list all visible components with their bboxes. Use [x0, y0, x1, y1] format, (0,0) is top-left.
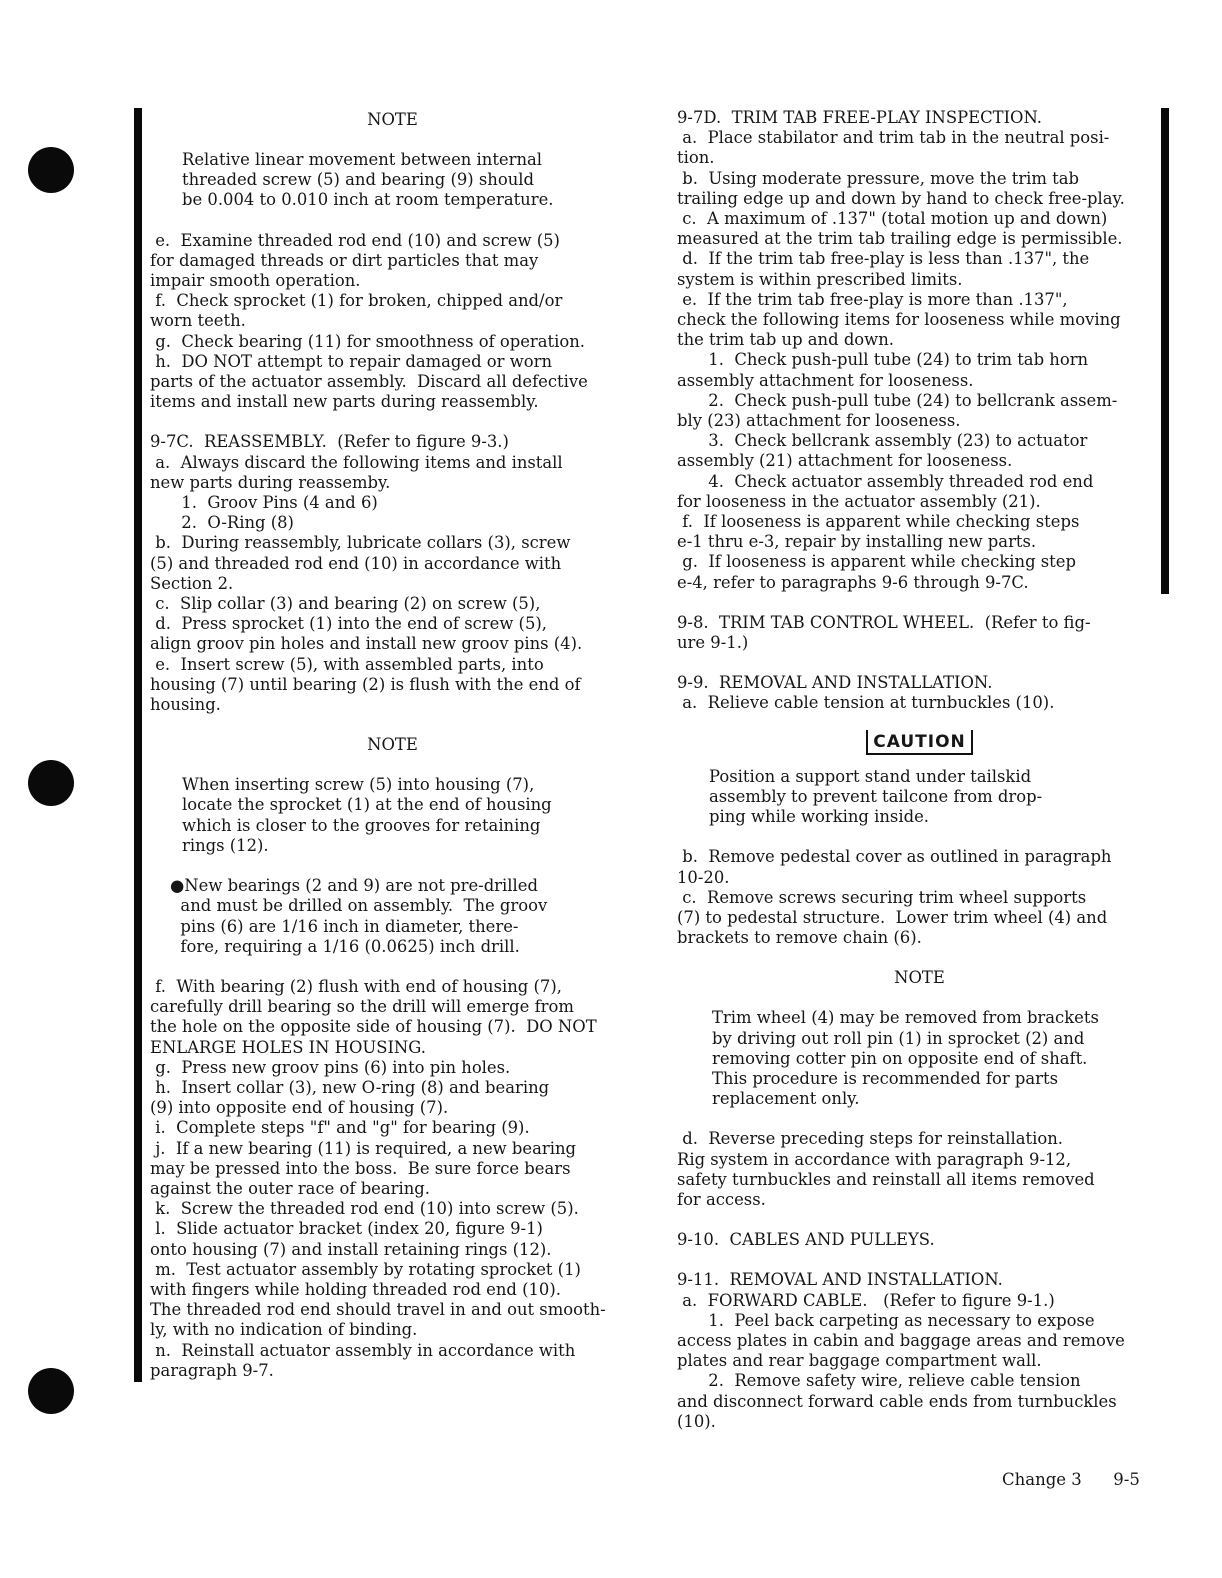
text-line: e-4, refer to paragraphs 9-6 through 9-7C. [677, 572, 1029, 592]
section-heading: 9-7D. TRIM TAB FREE-PLAY INSPECTION. [677, 108, 1042, 127]
free-play-inspection-section [677, 108, 1162, 593]
text-line: and disconnect forward cable ends from turnbuckles [677, 1391, 1117, 1411]
text-line: Section 2. [150, 573, 234, 593]
text-line: the hole on the opposite side of housing (7). DO NOT [150, 1017, 597, 1037]
text-line: 2. Check push-pull tube (24) to bellcrank assem- [677, 390, 1118, 410]
note-line: When inserting screw (5) into housing (7), [182, 775, 535, 795]
change-label: Change 3 [1002, 1470, 1082, 1489]
note-line: ●New bearings (2 and 9) are not pre-drilled [170, 876, 538, 896]
text-line: a. FORWARD CABLE. (Refer to figure 9-1.) [677, 1290, 1055, 1310]
text-line: ENLARGE HOLES IN HOUSING. [150, 1037, 426, 1057]
text-line: (5) and threaded rod end (10) in accordance with [150, 553, 562, 573]
text-line: j. If a new bearing (11) is required, a new bearing [150, 1138, 577, 1158]
text-line: g. Check bearing (11) for smoothness of operation. [150, 331, 585, 351]
note-heading: NOTE [367, 110, 418, 129]
text-line: ly, with no indication of binding. [150, 1320, 418, 1340]
text-line: h. DO NOT attempt to repair damaged or worn [150, 351, 553, 371]
text-line: assembly (21) attachment for looseness. [677, 451, 1013, 471]
section-heading: 9-10. CABLES AND PULLEYS. [677, 1230, 935, 1250]
text-line: for access. [677, 1189, 766, 1209]
text-line: system is within prescribed limits. [677, 269, 963, 289]
text-line: 3. Check bellcrank assembly (23) to actuator [677, 431, 1088, 451]
text-line: may be pressed into the boss. Be sure force bears [150, 1158, 571, 1178]
text-line: trailing edge up and down by hand to check free-play. [677, 188, 1125, 208]
text-line: measured at the trim tab trailing edge is permissible. [677, 229, 1123, 249]
text-line: against the outer race of bearing. [150, 1178, 430, 1198]
text-line: m. Test actuator assembly by rotating sprocket (1) [150, 1259, 581, 1279]
text-line: 1. Peel back carpeting as necessary to expose [677, 1310, 1095, 1330]
text-line: with fingers while holding threaded rod end (10). [150, 1279, 561, 1299]
text-line: d. If the trim tab free-play is less than .137", the [677, 249, 1090, 269]
removal-steps-b-c [677, 847, 1162, 948]
binder-hole-bottom [28, 1368, 74, 1414]
text-line: f. If looseness is apparent while checking steps [677, 512, 1080, 532]
page-number: 9-5 [1113, 1470, 1140, 1489]
note-line: by driving out roll pin (1) in sprocket (2) and [712, 1028, 1085, 1048]
text-line: b. Using moderate pressure, move the trim tab [677, 168, 1080, 188]
text-line: housing. [150, 695, 221, 715]
note-line: which is closer to the grooves for retaining [182, 815, 541, 835]
reassembly-section [150, 432, 635, 715]
note-body [150, 150, 635, 211]
note-body [677, 1008, 1162, 1109]
text-line: check the following items for looseness while moving [677, 310, 1121, 330]
caution-body [677, 767, 1162, 828]
note-line: Trim wheel (4) may be removed from brackets [712, 1008, 1099, 1028]
note-line: rings (12). [182, 835, 269, 855]
caution-line: ping while working inside. [709, 807, 929, 827]
note-line: fore, requiring a 1/16 (0.0625) inch drill. [170, 936, 520, 956]
text-line: 1. Groov Pins (4 and 6) [150, 493, 378, 513]
text-line: 1. Check push-pull tube (24) to trim tab horn [677, 350, 1089, 370]
text-line: d. Press sprocket (1) into the end of screw (5), [150, 614, 547, 634]
caution-line: Position a support stand under tailskid [709, 766, 1032, 786]
text-line: i. Complete steps "f" and "g" for bearing (9). [150, 1118, 530, 1138]
reassembly-steps-f-n [150, 977, 635, 1381]
note-bullet [150, 876, 635, 957]
text-line: tion. [677, 148, 715, 168]
caution-line: assembly to prevent tailcone from drop- [709, 786, 1043, 806]
section-heading: 9-7C. REASSEMBLY. (Refer to figure 9-3.) [150, 432, 509, 452]
note-body [150, 775, 635, 856]
text-line: e-1 thru e-3, repair by installing new parts. [677, 532, 1037, 552]
note-heading: NOTE [367, 735, 418, 755]
page-footer [1002, 1470, 1140, 1489]
text-line: 4. Check actuator assembly threaded rod end [677, 471, 1094, 491]
text-line: c. Slip collar (3) and bearing (2) on screw (5), [150, 594, 541, 614]
text-line: Rig system in accordance with paragraph 9-12, [677, 1149, 1072, 1169]
text-line: 2. Remove safety wire, relieve cable tension [677, 1371, 1081, 1391]
text-line: housing (7) until bearing (2) is flush with the end of [150, 674, 581, 694]
text-line: 10-20. [677, 867, 730, 887]
text-line: brackets to remove chain (6). [677, 928, 922, 948]
text-line: 2. O-Ring (8) [150, 513, 294, 533]
cable-removal-section [677, 1270, 1162, 1432]
text-line: safety turnbuckles and reinstall all items removed [677, 1169, 1095, 1189]
removal-step-d [677, 1129, 1162, 1210]
text-line: c. Remove screws securing trim wheel supports [677, 887, 1087, 907]
control-wheel-section [677, 613, 1162, 653]
binder-hole-top [28, 147, 74, 193]
text-line: g. If looseness is apparent while checking step [677, 552, 1076, 572]
text-line: (10). [677, 1411, 716, 1431]
caution-label: CAUTION [866, 730, 973, 755]
text-line: for looseness in the actuator assembly (21). [677, 491, 1041, 511]
note-line: threaded screw (5) and bearing (9) should [182, 170, 535, 190]
text-line: new parts during reassemby. [150, 472, 391, 492]
text-line: f. Check sprocket (1) for broken, chipped and/or [150, 291, 563, 311]
text-line: for damaged threads or dirt particles that may [150, 250, 539, 270]
text-line: access plates in cabin and baggage areas and remove [677, 1330, 1125, 1350]
text-line: d. Reverse preceding steps for reinstallation. [677, 1129, 1064, 1149]
note-line: Relative linear movement between internal [182, 150, 543, 169]
text-line: c. A maximum of .137" (total motion up and down) [677, 209, 1108, 229]
text-line: (7) to pedestal structure. Lower trim wheel (4) and [677, 907, 1108, 927]
text-line: plates and rear baggage compartment wall. [677, 1351, 1042, 1371]
text-line: items and install new parts during reassembly. [150, 392, 539, 412]
text-line: the trim tab up and down. [677, 330, 894, 350]
text-line: worn teeth. [150, 311, 246, 331]
text-line: bly (23) attachment for looseness. [677, 411, 961, 431]
text-line: l. Slide actuator bracket (index 20, figure 9-1) [150, 1219, 543, 1239]
text-line: n. Reinstall actuator assembly in accordance with [150, 1340, 576, 1360]
text-line: align groov pin holes and install new groov pins (4). [150, 634, 583, 654]
change-bar-right [1161, 108, 1169, 594]
section-heading: 9-11. REMOVAL AND INSTALLATION. [677, 1270, 1003, 1290]
left-column [150, 110, 635, 1381]
text-line: k. Screw the threaded rod end (10) into screw (5). [150, 1199, 579, 1219]
caution-banner [677, 730, 1162, 755]
text-line: parts of the actuator assembly. Discard all defective [150, 372, 588, 392]
section-heading: 9-9. REMOVAL AND INSTALLATION. [677, 673, 993, 693]
right-column [677, 108, 1162, 1432]
change-bar-left [134, 108, 142, 1382]
text-line: e. Insert screw (5), with assembled parts, into [150, 654, 544, 674]
text-line: (9) into opposite end of housing (7). [150, 1098, 449, 1118]
text-line: a. Always discard the following items and install [150, 452, 563, 472]
text-line: h. Insert collar (3), new O-ring (8) and bearing [150, 1077, 550, 1097]
note-line: and must be drilled on assembly. The groov [170, 896, 548, 916]
inspection-steps-e-h [150, 231, 635, 413]
note-line: locate the sprocket (1) at the end of housing [182, 795, 552, 815]
text-line: a. Place stabilator and trim tab in the neutral posi- [677, 128, 1110, 148]
text-line: b. During reassembly, lubricate collars (3), screw [150, 533, 571, 553]
text-line: assembly attachment for looseness. [677, 370, 974, 390]
text-line: a. Relieve cable tension at turnbuckles (10). [677, 693, 1055, 713]
note-line: be 0.004 to 0.010 inch at room temperature. [182, 190, 554, 210]
removal-installation-section [677, 673, 1162, 713]
binder-hole-middle [28, 760, 74, 806]
note-line: This procedure is recommended for parts [712, 1068, 1058, 1088]
section-heading: 9-8. TRIM TAB CONTROL WHEEL. (Refer to fig- [677, 612, 1091, 632]
text-line: e. Examine threaded rod end (10) and screw (5) [150, 230, 560, 250]
text-line: impair smooth operation. [150, 271, 361, 291]
note-heading: NOTE [894, 968, 945, 988]
text-line: b. Remove pedestal cover as outlined in paragraph [677, 847, 1112, 867]
text-line: onto housing (7) and install retaining rings (12). [150, 1239, 552, 1259]
text-line: g. Press new groov pins (6) into pin holes. [150, 1057, 511, 1077]
text-line: ure 9-1.) [677, 633, 749, 653]
note-line: replacement only. [712, 1089, 860, 1109]
text-line: carefully drill bearing so the drill will emerge from [150, 997, 574, 1017]
note-line: pins (6) are 1/16 inch in diameter, there- [170, 916, 519, 936]
text-line: f. With bearing (2) flush with end of housing (7), [150, 976, 562, 996]
text-line: paragraph 9-7. [150, 1360, 274, 1380]
text-line: The threaded rod end should travel in and out smooth- [150, 1300, 606, 1320]
text-line: e. If the trim tab free-play is more than .137", [677, 289, 1068, 309]
note-line: removing cotter pin on opposite end of shaft. [712, 1048, 1088, 1068]
